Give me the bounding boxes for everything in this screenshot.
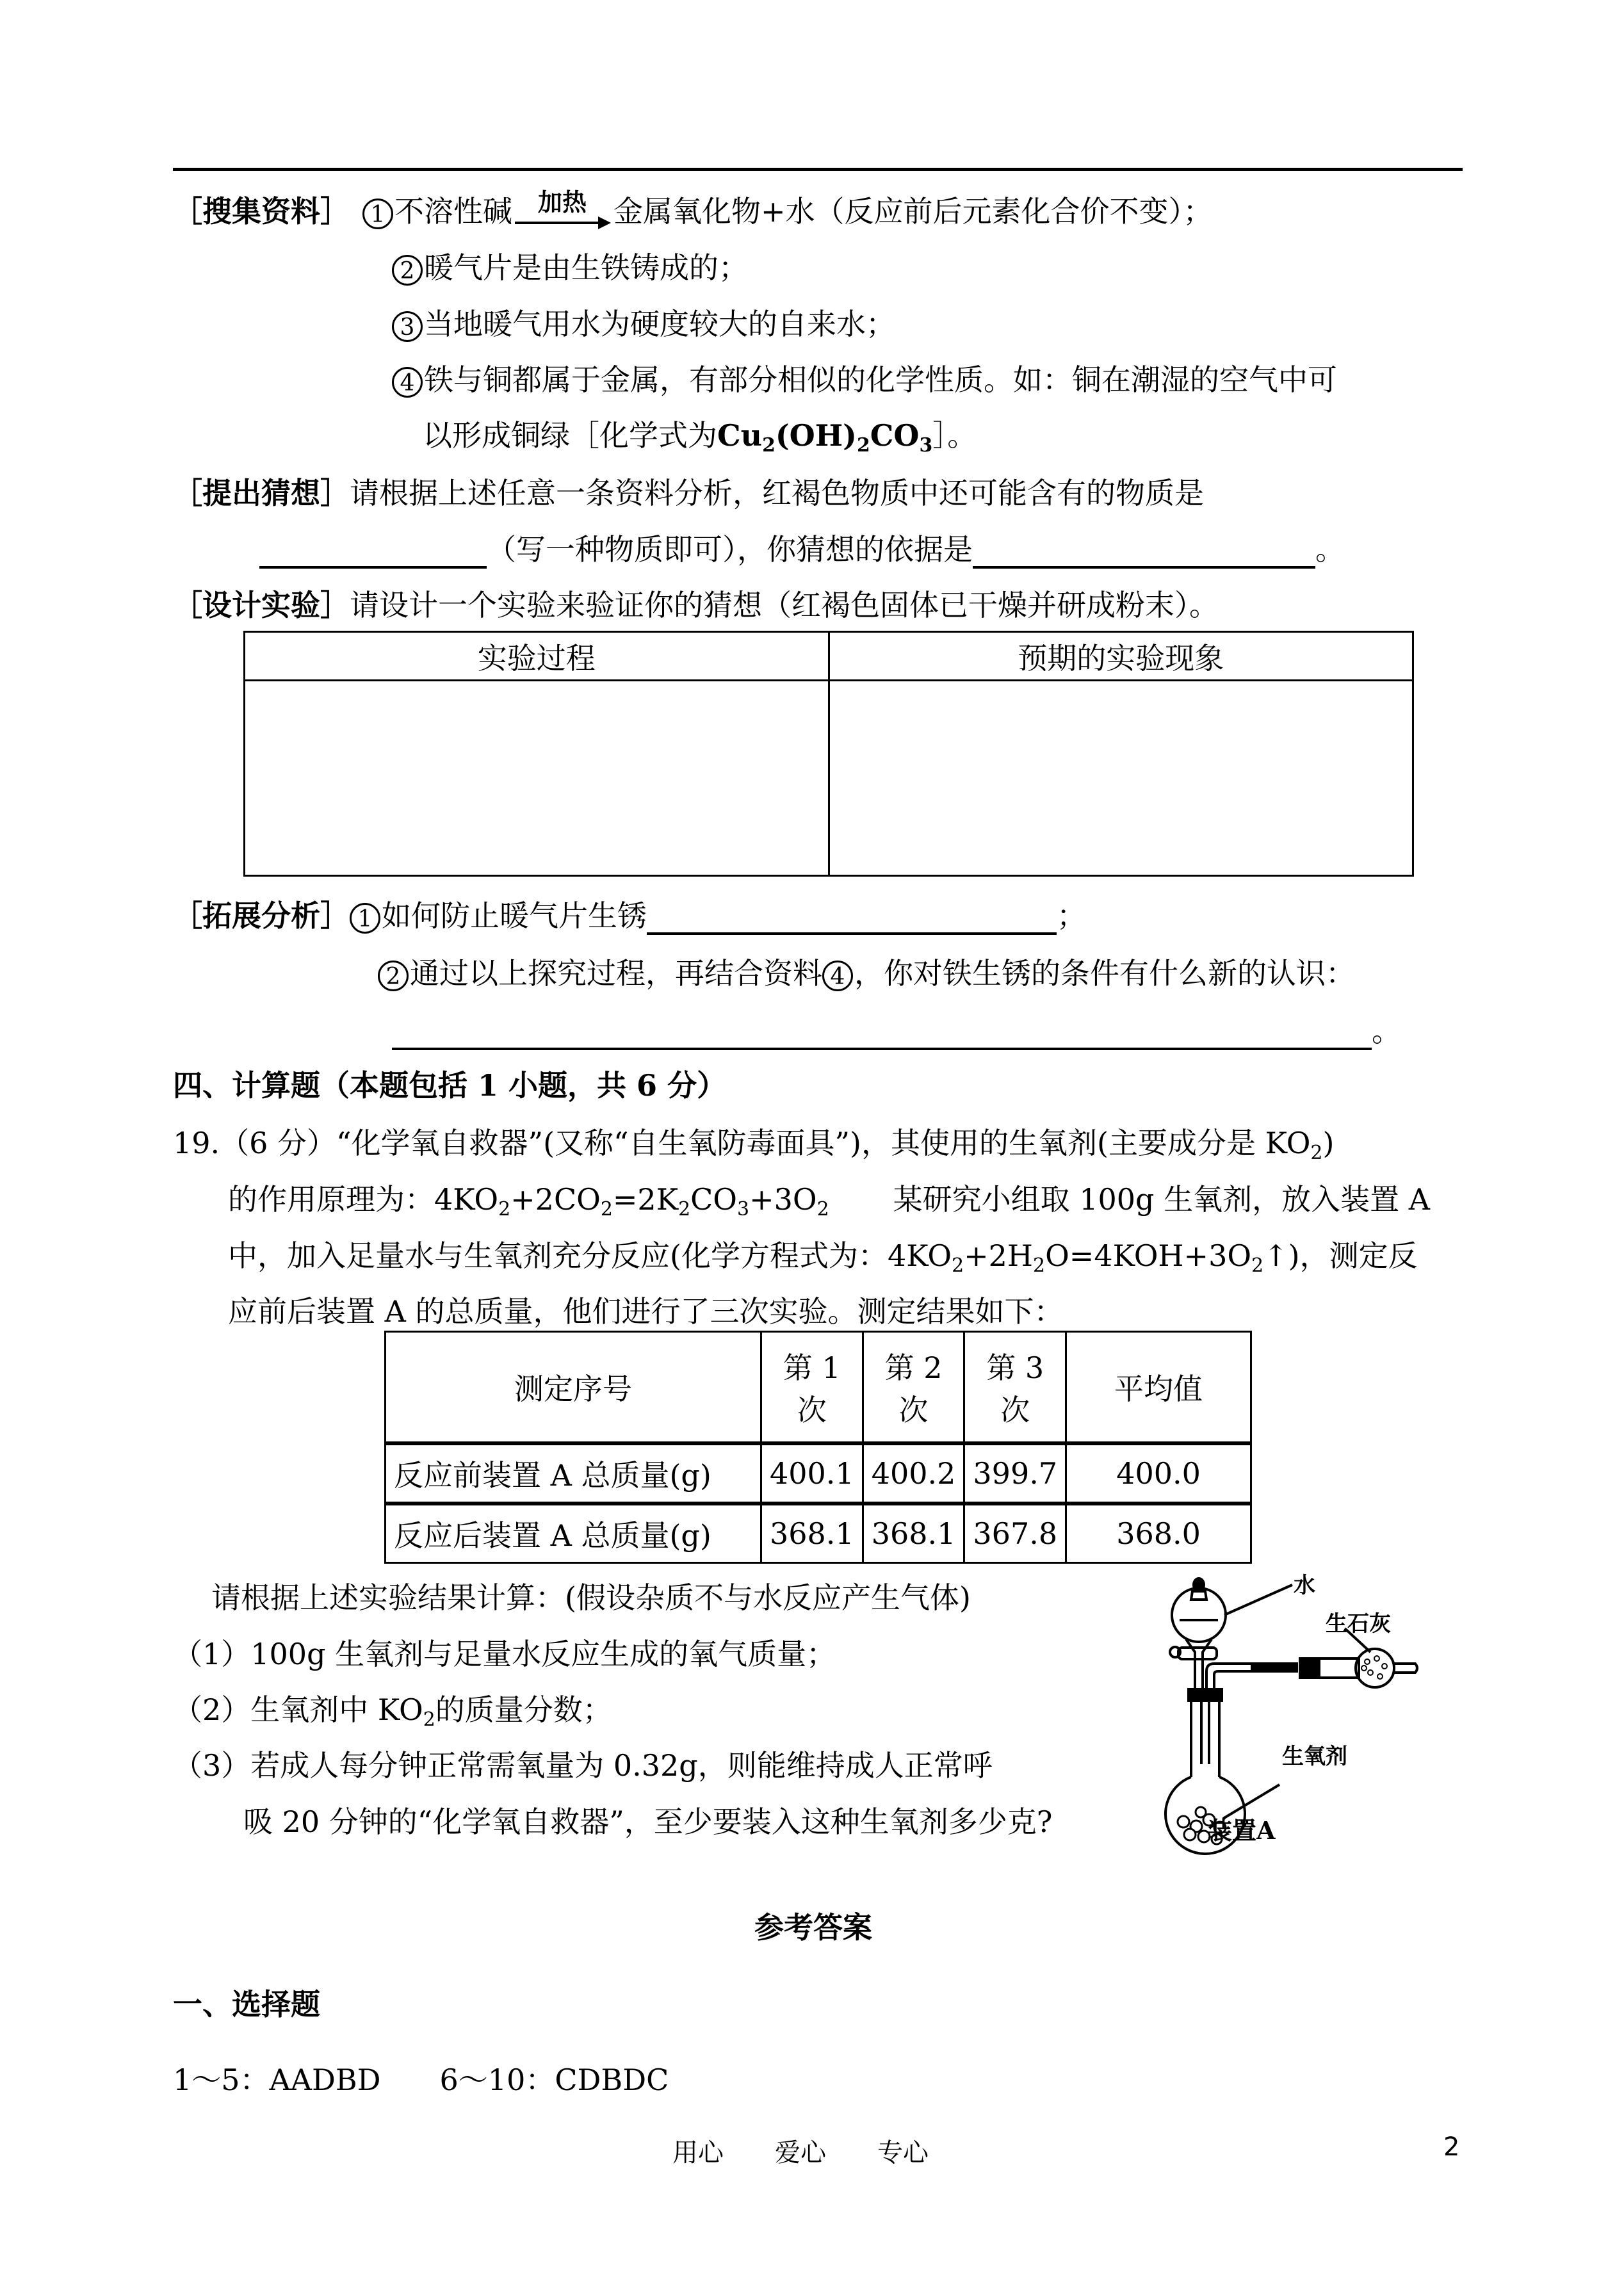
item-text: 铁与铜都属于金属，有部分相似的化学性质。如：铜在潮湿的空气中可 <box>424 362 1337 397</box>
header-cell: 平均值 <box>1066 1332 1251 1444</box>
q19-line-1: 19.（6 分）“化学氧自救器”(又称“自生氧防毒面具”)，其使用的生氧剂(主要成分是 $KO_2$) <box>173 1126 1335 1164</box>
collect-info-item-1 <box>173 188 1213 231</box>
row-label: 反应前装置 A 总质量(g) <box>386 1443 761 1504</box>
header-cell: 测定序号 <box>386 1332 761 1444</box>
sub-question-2: （2）生氧剂中 $KO_2$的质量分数； <box>173 1692 612 1731</box>
circled-number: 2 <box>378 961 409 991</box>
hypothesis-line-2: （写一种物质即可），你猜想的依据是 。 <box>259 530 1345 569</box>
collect-info-item-2 <box>392 248 748 287</box>
circled-number: 4 <box>392 367 423 398</box>
circled-number: 2 <box>392 255 423 286</box>
hypothesis-text-2: （写一种物质即可），你猜想的依据是 <box>487 532 973 567</box>
chemical-formula: $Cu_2(OH)_2CO_3$ <box>717 418 933 457</box>
table-cell: 367.8 <box>964 1504 1066 1563</box>
extension-label: ［拓展分析］ <box>173 898 350 933</box>
collect-info-item-4 <box>392 361 1337 399</box>
item-text: 暖气片是由生铁铸成的； <box>424 250 748 285</box>
sub-question-1: （1）100g 生氧剂与足量水反应生成的氧气质量； <box>173 1637 836 1671</box>
table-cell: 368.0 <box>1066 1504 1251 1563</box>
q19-line-4: 应前后装置 A 的总质量，他们进行了三次实验。测定结果如下： <box>228 1294 1064 1329</box>
circled-number: 1 <box>350 903 380 934</box>
table-cell: 399.7 <box>964 1443 1066 1504</box>
label-oxygen-agent: 生氧剂 <box>1282 1744 1347 1769</box>
answers-section-1: 一、选择题 <box>173 1987 320 2022</box>
experiment-design-table <box>243 631 1414 877</box>
heat-arrow-icon <box>515 188 611 231</box>
answer-blank-reason[interactable] <box>973 540 1315 569</box>
apparatus-figure <box>1140 1562 1447 1857</box>
item-text: 当地暖气用水为硬度较大的自来水； <box>424 307 895 341</box>
q19-line-3: 中，加入足量水与生氧剂充分反应(化学方程式为：$4KO_2+2H_2O=4KOH+3O_2↑$)，测定反 <box>228 1238 1418 1277</box>
header-cell: 第 2 次 <box>863 1332 964 1444</box>
header-cell: 第 3 次 <box>964 1332 1066 1444</box>
answer-blank-substance[interactable] <box>259 540 487 569</box>
sub-question-3-cont: 吸 20 分钟的“化学氧自救器”，至少要装入这种生氧剂多少克? <box>243 1804 1053 1839</box>
answer-blank-new-understanding[interactable] <box>392 1022 1372 1050</box>
extension-q1-text: 如何防止暖气片生锈 <box>382 898 647 933</box>
header-cell: 第 1 次 <box>761 1332 863 1444</box>
answers-title: 参考答案 <box>754 1910 872 1945</box>
item-text: 以形成铜绿［化学式为 <box>423 418 717 453</box>
label-water: 水 <box>1294 1573 1315 1598</box>
table-row <box>386 1443 1251 1504</box>
collect-info-label: ［搜集资料］ <box>173 194 350 229</box>
arrow-condition: 加热 <box>538 188 587 216</box>
header-rule <box>173 168 1463 171</box>
answer-blank-prevent-rust[interactable] <box>647 907 1057 935</box>
row-label: 反应后装置 A 总质量(g) <box>386 1504 761 1563</box>
extension-q2: 2 通过以上探究过程，再结合资料 4 ，你对铁生锈的条件有什么新的认识： <box>378 954 1355 993</box>
table-header-phenomenon: 预期的实验现象 <box>829 632 1413 681</box>
circled-number: 4 <box>822 961 853 991</box>
label-quicklime: 生石灰 <box>1326 1611 1391 1637</box>
collect-info-item-4-cont: 以形成铜绿［化学式为$Cu_2(OH)_2CO_3]$。 <box>423 418 977 457</box>
footer-motto: 用心 爱心 专心 <box>672 2138 929 2168</box>
circled-number: 1 <box>362 199 393 229</box>
table-cell: 400.2 <box>863 1443 964 1504</box>
extension-q2-text: 通过以上探究过程，再结合资料 <box>410 956 822 991</box>
calc-instructions: 请根据上述实验结果计算：(假设杂质不与水反应产生气体) <box>211 1580 971 1615</box>
table-cell: 368.1 <box>863 1504 964 1563</box>
design-label: ［设计实验］ <box>173 588 350 622</box>
page-number: 2 <box>1443 2132 1460 2162</box>
reaction-reactant: 不溶性碱 <box>394 194 512 229</box>
table-row <box>386 1504 1251 1563</box>
circled-number: 3 <box>392 311 423 342</box>
procedure-answer-cell[interactable] <box>245 681 829 876</box>
measurement-table <box>384 1331 1252 1564</box>
figure-caption: 装置A <box>1208 1816 1276 1845</box>
hypothesis-text: 请根据上述任意一条资料分析，红褐色物质中还可能含有的物质是 <box>350 476 1204 510</box>
section-4-title: 四、计算题（本题包括 1 小题，共 6 分） <box>173 1068 727 1103</box>
reaction-product: 金属氧化物+水（反应前后元素化合价不变）； <box>613 194 1213 229</box>
table-header-row <box>386 1332 1251 1444</box>
table-cell: 400.1 <box>761 1443 863 1504</box>
design-line <box>173 586 1219 624</box>
collect-info-item-3 <box>392 305 895 343</box>
sub-question-3: （3）若成人每分钟正常需氧量为 0.32g，则能维持成人正常呼 <box>173 1748 993 1783</box>
hypothesis-label: ［提出猜想］ <box>173 476 350 510</box>
extension-q1: ［拓展分析］ 1 如何防止暖气片生锈 ； <box>173 896 1086 935</box>
extension-q2-answer: 。 <box>392 1012 1401 1050</box>
answers-line: 1～5：AADBD 6～10：CDBDC <box>173 2063 669 2097</box>
apparatus-a-icon <box>1140 1562 1447 1857</box>
hypothesis-line-1 <box>173 474 1204 512</box>
q19-line-2: 的作用原理为：$4KO_2+2CO_2=2K_2CO_3+3O_2$ 某研究小组取 100g 生氧剂，放入装置 A <box>228 1182 1430 1220</box>
table-cell: 368.1 <box>761 1504 863 1563</box>
phenomenon-answer-cell[interactable] <box>829 681 1413 876</box>
table-header-procedure: 实验过程 <box>245 632 829 681</box>
design-text: 请设计一个实验来验证你的猜想（红褐色固体已干燥并研成粉末）。 <box>350 588 1219 622</box>
table-cell: 400.0 <box>1066 1443 1251 1504</box>
